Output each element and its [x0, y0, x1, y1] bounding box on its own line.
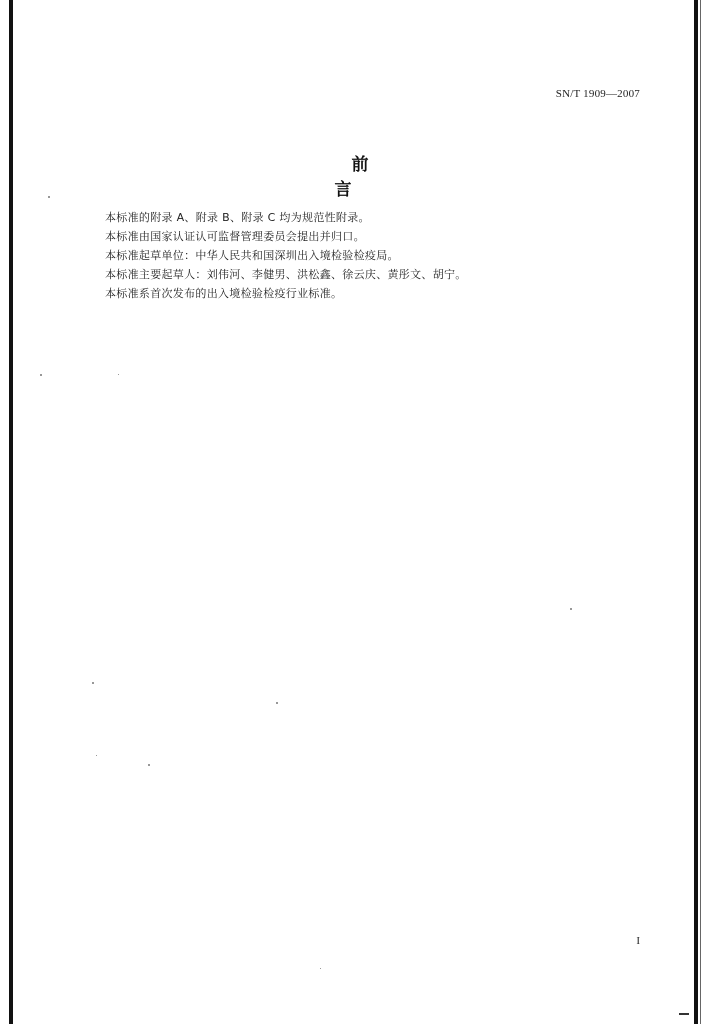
page-title: 前言 — [334, 155, 403, 200]
scan-bottom-mark — [679, 1013, 689, 1015]
standard-code: SN/T 1909—2007 — [555, 88, 640, 100]
scan-speck — [48, 196, 50, 198]
paragraph-first-release: 本标准系首次发布的出入境检验检疫行业标准。 — [105, 287, 343, 300]
paragraph-appendices: 本标准的附录 A、附录 B、附录 C 均为规范性附录。 — [105, 211, 370, 224]
paragraph-drafters: 本标准主要起草人：刘伟河、李健男、洪松鑫、徐云庆、黄彤文、胡宁。 — [105, 268, 467, 281]
scan-speck — [570, 608, 572, 610]
scan-speck — [148, 764, 150, 766]
scan-speck — [96, 755, 97, 756]
scan-speck — [118, 374, 119, 375]
scan-speck — [320, 968, 321, 969]
scan-right-edge-line — [700, 0, 701, 1024]
scan-speck — [276, 702, 278, 704]
scan-speck — [40, 374, 42, 376]
paragraph-proposer: 本标准由国家认证认可监督管理委员会提出并归口。 — [105, 230, 365, 243]
foreword-body — [105, 208, 625, 303]
paragraph-drafting-unit: 本标准起草单位：中华人民共和国深圳出入境检验检疫局。 — [105, 249, 399, 262]
scan-right-edge — [694, 0, 698, 1024]
scan-binding-edge — [9, 0, 13, 1024]
page-number: I — [636, 935, 640, 947]
scan-speck — [92, 682, 94, 684]
